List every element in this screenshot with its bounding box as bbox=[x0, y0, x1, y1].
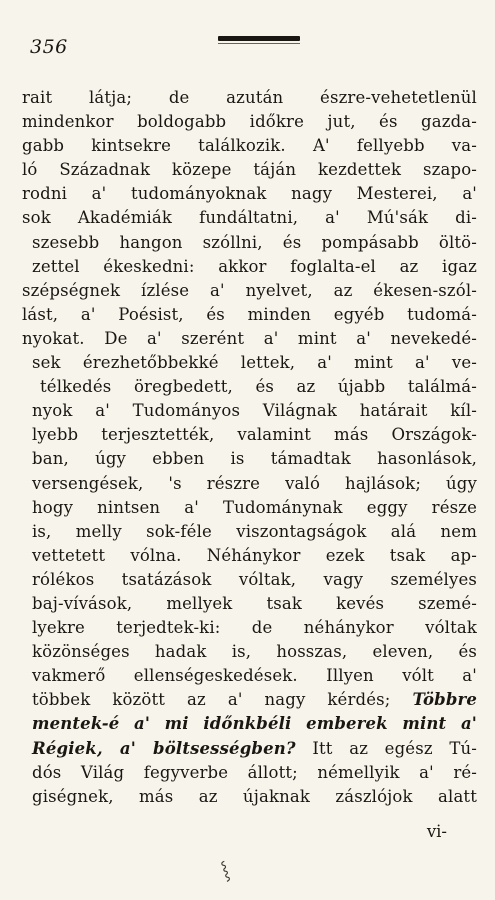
text-line: rait látja; de azután észre-vehetetlenül bbox=[22, 88, 477, 107]
text-line: nyok a' Tudományos Világnak határait kíl- bbox=[32, 401, 477, 421]
decorative-ornament: ⸾ bbox=[219, 859, 232, 882]
text-line: sek érezhetőbbekké lettek, a' mint a' ve- bbox=[32, 353, 477, 373]
text-line: versengések, 's részre való hajlások; úgy bbox=[32, 473, 477, 493]
text-line: lást, a' Poésist, és minden egyéb tudomá- bbox=[22, 304, 477, 324]
text-line: mindenkor boldogabb időkre jut, és gazda- bbox=[22, 112, 477, 132]
text-line: ló Századnak közepe táján kezdettek szapo- bbox=[22, 160, 477, 180]
text-line: sok Akadémiák fundáltatni, a' Mú'sák di- bbox=[22, 208, 477, 228]
text-line: többek között az a' nagy kérdés; Többre bbox=[32, 690, 477, 710]
header-rule-thin bbox=[218, 43, 300, 44]
text-line-emphasis: mentek-é a' mi időnkbéli emberek mint a' bbox=[32, 714, 477, 734]
text-line: közönséges hadak is, hosszas, eleven, és bbox=[32, 642, 477, 662]
text-line: baj-vívások, mellyek tsak kevés szemé- bbox=[32, 593, 477, 613]
text-line: rólékos tsatázások vóltak, vagy személyes bbox=[32, 569, 477, 589]
text-line: rodni a' tudományoknak nagy Mesterei, a' bbox=[22, 184, 477, 204]
page-number: 356 bbox=[30, 36, 68, 58]
text-line: szépségnek ízlése a' nyelvet, az ékesen-szól- bbox=[22, 280, 477, 300]
text-line: dós Világ fegyverbe állott; némellyik a' ré- bbox=[32, 762, 477, 782]
text-line: zettel ékeskedni: akkor foglalta-el az igaz bbox=[32, 256, 477, 276]
emphasized-text: Többre bbox=[412, 690, 477, 710]
text-line: vettetett vólna. Néhánykor ezek tsak ap- bbox=[32, 545, 477, 565]
text-line: giségnek, más az újaknak zászlójok alatt bbox=[32, 786, 477, 806]
text-line: gabb kintsekre találkozik. A' fellyebb va- bbox=[22, 136, 477, 156]
text-line: lyekre terjedtek-ki: de néhánykor vóltak bbox=[32, 618, 477, 638]
text-line: Régiek, a' böltsességben? Itt az egész Tú- bbox=[32, 738, 477, 758]
text-line: lyebb terjesztették, valamint más Országok- bbox=[32, 425, 477, 445]
emphasized-text: Régiek, a' böltsességben? bbox=[32, 738, 296, 758]
text-line: ban, úgy ebben is támadtak hasonlások, bbox=[32, 449, 477, 469]
text-line: télkedés öregbedett, és az újabb találmá- bbox=[40, 377, 477, 397]
text-line: vakmerő ellenségeskedések. Illyen vólt a' bbox=[32, 666, 477, 686]
text-line: nyokat. De a' szerént a' mint a' nevekedé- bbox=[22, 328, 477, 348]
header-rule bbox=[218, 36, 300, 41]
text-line: szesebb hangon szóllni, és pompásabb öltö- bbox=[32, 232, 477, 252]
text-line: hogy nintsen a' Tudománynak eggy része bbox=[32, 497, 477, 517]
text-line: is, melly sok-féle viszontagságok alá nem bbox=[32, 521, 477, 541]
catchword: vi- bbox=[426, 822, 447, 841]
body-text bbox=[22, 86, 477, 809]
